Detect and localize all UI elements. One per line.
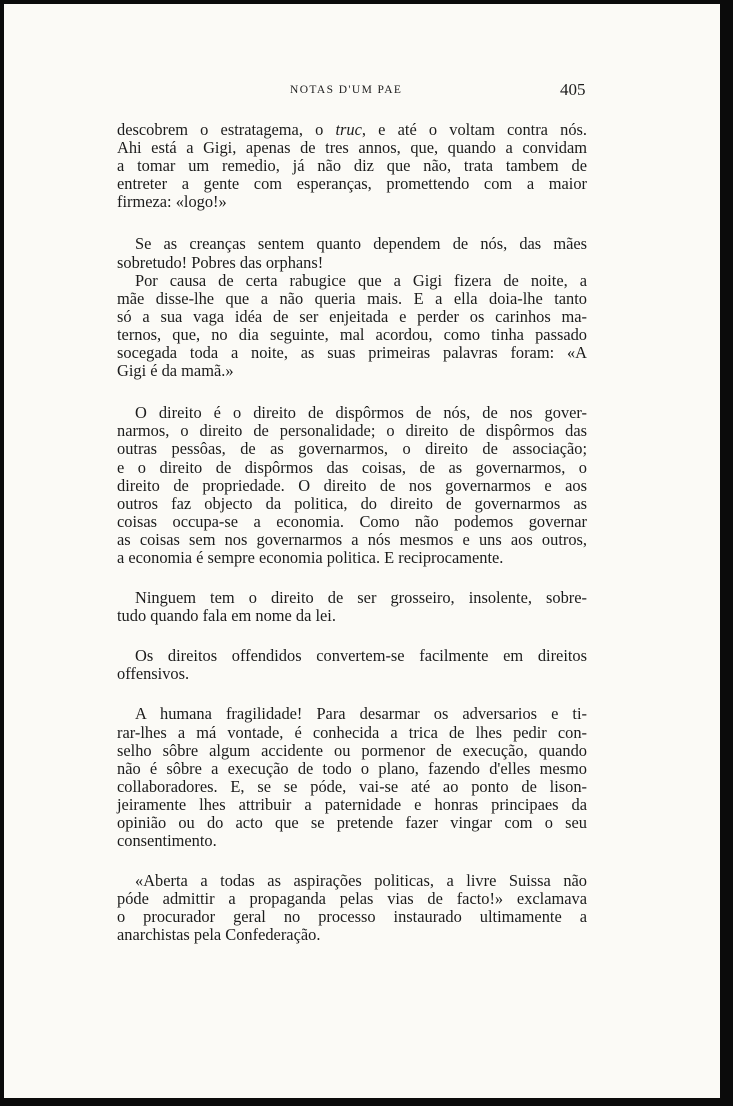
body-text — [117, 121, 587, 945]
paragraph — [117, 272, 587, 381]
text-line: só a sua vaga idéa de ser enjeitada e perder os carinhos ma- — [117, 306, 587, 326]
text-line: offensivos. — [117, 664, 190, 684]
text-line: rar-lhes a má vontade, é conhecida a trica de lhes pedir con- — [117, 722, 587, 742]
text-line: collaboradores. E, se se póde, vai-se até ao ponto de lison- — [117, 776, 587, 796]
text-line: firmeza: «logo!» — [117, 192, 227, 212]
text-line: Ahi está a Gigi, apenas de tres annos, que, quando a convidam — [117, 138, 587, 158]
text-line: entreter a gente com esperanças, promettendo com a maior — [117, 174, 587, 194]
text-line: mãe disse-lhe que a não queria mais. E a ella doia-lhe tanto — [117, 288, 587, 308]
paragraph — [117, 404, 587, 567]
paragraph — [117, 647, 587, 683]
italic-word: truc — [335, 120, 362, 139]
paragraph — [117, 235, 587, 271]
text-line: jeiramente lhes attribuir a paternidade e honras principaes da — [117, 794, 587, 814]
paragraph — [117, 121, 587, 211]
text-line: não é sôbre a execução de todo o plano, fazendo d'elles mesmo — [117, 758, 587, 778]
text-line: Gigi é da mamã.» — [117, 361, 234, 381]
paragraph — [117, 589, 587, 625]
text-line: póde admittir a propaganda pelas vias de facto!» exclamava — [117, 889, 587, 909]
text-line: a economia é sempre economia politica. E reciprocamente. — [117, 547, 504, 567]
page-sheet — [4, 4, 727, 1098]
text-line: socegada toda a noite, as suas primeiras palavras foram: «A — [117, 343, 587, 363]
text-line: A humana fragilidade! Para desarmar os adversarios e ti- — [135, 704, 587, 724]
text-line: opinião ou do acto que se pretende fazer vingar com o seu — [117, 813, 587, 832]
text-line: anarchistas pela Confederação. — [117, 925, 321, 945]
text-line: Por causa de certa rabugice que a Gigi fizera de noite, a — [135, 270, 587, 290]
text-line: Ninguem tem o direito de ser grosseiro, insolente, sobre- — [135, 588, 587, 608]
text-line: a tomar um remedio, já não diz que não, trata tambem de — [117, 156, 587, 176]
text-line: direito de propriedade. O direito de nos governarmos e aos — [117, 475, 587, 495]
text-line: O direito é o direito de dispôrmos de nós, de nos gover- — [135, 403, 587, 423]
scan-edge-right — [720, 0, 733, 1106]
paragraph — [117, 872, 587, 944]
text-line: outras pessôas, de as governarmos, o direito de associação; — [117, 439, 587, 459]
text-line: Os direitos offendidos convertem-se facilmente em direitos — [135, 646, 587, 666]
running-title: NOTAS D'UM PAE — [290, 84, 403, 96]
text-line: o procurador geral no processo instaurado ultimamente a — [117, 907, 587, 927]
page-number: 405 — [560, 80, 586, 99]
text-line: as coisas sem nos governarmos a nós mesmos e uns aos outros, — [117, 529, 587, 549]
text-line: e o direito de dispôrmos das coisas, de as governarmos, o — [117, 457, 587, 477]
text-line: sobretudo! Pobres das orphans! — [117, 252, 324, 272]
paragraph — [117, 705, 587, 850]
text-line: tudo quando fala em nome da lei. — [117, 606, 336, 626]
text-line: «Aberta a todas as aspirações politicas, a livre Suissa não — [135, 871, 587, 891]
text-line: ternos, que, no dia seguinte, mal acordou, como tinha passado — [117, 324, 587, 344]
text-line: coisas occupa-se a economia. Como não podemos governar — [117, 511, 587, 531]
text-line: outros faz objecto da politica, do direito de governarmos as — [117, 493, 587, 513]
page-header — [0, 82, 733, 102]
text-line: Se as creanças sentem quanto dependem de nós, das mães — [135, 234, 587, 254]
text-line: narmos, o direito de personalidade; o direito de dispôrmos das — [117, 421, 587, 441]
text-line: consentimento. — [117, 831, 217, 851]
text-line: descobrem o estratagema, o truc, e até o voltam contra nós. — [117, 120, 587, 139]
text-line: selho sôbre algum accidente ou pormenor de execução, quando — [117, 740, 587, 760]
